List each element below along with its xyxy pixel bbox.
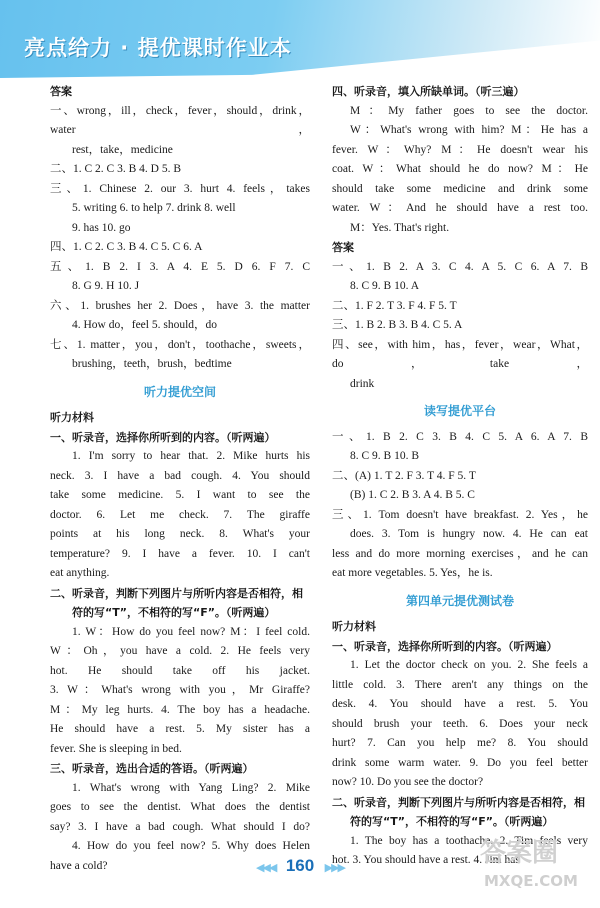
answer-line: 五、1. B 2. I 3. A 4. E 5. D 6. F 7. C <box>50 260 310 273</box>
answer-line: 二、1. C 2. C 3. B 4. D 5. B <box>50 163 181 175</box>
answer-line: 9. has 10. go <box>72 221 131 234</box>
script-line: M：My father goes to see the doctor. <box>350 104 588 117</box>
answer-line: 8. C 9. B 10. B <box>350 450 420 462</box>
answer-line: 三、1. Tom doesn't have breakfast. 2. Yes，he <box>332 508 588 521</box>
script-line: neck. 3. I have a bad cough. 4. You should <box>50 469 310 482</box>
watermark-logo <box>474 832 586 892</box>
answer-line: 二、(A) 1. T 2. F 3. T 4. F 5. T <box>332 469 476 482</box>
answer-line: less and do more morning exercises，and he can <box>332 547 588 560</box>
answer-line: 一、1. B 2. C 3. B 4. C 5. A 6. A 7. B <box>332 430 588 443</box>
script-line: temperature? 9. I have a fever. 10. I can't <box>50 547 310 560</box>
left-column <box>50 82 310 876</box>
script-line: doctor. 6. Let me check. 7. The giraffe <box>50 508 310 521</box>
script-line: should brush your teeth. 6. Does your neck <box>332 717 588 730</box>
script-line: goes to see the dentist. What does the dentist <box>50 801 310 813</box>
answer-line: 8. C 9. B 10. A <box>350 280 420 292</box>
question-heading: 四、听录音，填入所缺单词。（听三遍） <box>332 85 525 98</box>
listening-material-label: 听力材料 <box>50 411 94 424</box>
right-column <box>332 82 588 871</box>
answer-line: 四、see，with him，has，fever，wear，What，do，take， <box>332 338 588 370</box>
script-line: little cold. 3. There aren't any things on the <box>332 678 588 691</box>
script-line: now? 10. Do you see the doctor? <box>332 776 484 788</box>
answers-label: 答案 <box>332 241 354 254</box>
script-line: 1. Let the doctor check on you. 2. She feels a <box>350 659 588 671</box>
script-line: W：Oh，you have a cold. 2. He feels very <box>50 645 310 657</box>
question-heading: 三、听录音，选出合适的答语。（听两遍） <box>50 762 254 775</box>
script-line: water. W：And he should have a rest too. <box>332 202 588 214</box>
answer-line: 4. How do，feel 5. should，do <box>72 319 218 331</box>
script-line: fever. W：Why? M：He doesn't wear his <box>332 143 588 156</box>
question-heading: 一、听录音，选择你所听到的内容。（听两遍） <box>50 430 276 444</box>
answer-line: 二、1. F 2. T 3. F 4. F 5. T <box>332 299 457 312</box>
question-heading: 符的写“T”，不相符的写“F”。（听两遍） <box>72 606 276 619</box>
script-line: 1. I'm sorry to hear that. 2. Mike hurts his <box>72 450 310 462</box>
section-title-unit-test: 第四单元提优测试卷 <box>405 593 514 608</box>
script-line: 1. What's wrong with Yang Ling? 2. Mike <box>72 781 310 794</box>
header-title: 亮点给力 · 提优课时作业本 <box>24 36 292 60</box>
script-line: hurt? 7. Can you help me? 8. You should <box>332 737 588 749</box>
script-line: 3. W：What's wrong with you，Mr Giraffe? <box>50 684 310 696</box>
script-line: 4. How do you feel now? 5. Why does Helen <box>72 840 310 852</box>
section-title-listening: 听力提优空间 <box>143 384 216 399</box>
script-line: desk. 4. You should have a rest. 5. You <box>332 698 588 710</box>
script-line: M：My leg hurts. 4. The boy has a headache. <box>50 703 310 716</box>
script-line: have a cold? <box>50 859 108 872</box>
question-heading: 二、听录音，判断下列图片与所听内容是否相符，相 <box>50 586 303 600</box>
watermark-line2: MXQE.COM <box>484 872 578 890</box>
script-line: 1. The boy has a toothache. 2. Tim feels very <box>350 834 588 847</box>
answer-line: 四、1. C 2. C 3. B 4. C 5. C 6. A <box>50 241 203 253</box>
left-arrows-icon: ◀◀◀ <box>255 862 276 874</box>
script-line: hot. He should take off his jacket. <box>50 664 310 677</box>
answer-line: brushing，teeth，brush，bedtime <box>72 358 232 370</box>
question-heading: 一、听录音，选择你所听到的内容。（听两遍） <box>332 639 558 653</box>
question-heading: 符的写“T”，不相符的写“F”。（听两遍） <box>350 815 554 828</box>
answer-line: 8. G 9. H 10. J <box>72 280 140 292</box>
right-arrows-icon: ▶▶▶ <box>324 862 345 874</box>
listening-material-label: 听力材料 <box>332 620 376 633</box>
answer-line: 三、1. Chinese 2. our 3. hurt 4. feels，takes <box>50 182 310 195</box>
script-line: eat anything. <box>50 567 110 579</box>
script-line: M：Yes. That's right. <box>350 221 450 234</box>
answer-line: (B) 1. C 2. B 3. A 4. B 5. C <box>350 489 475 501</box>
question-heading: 二、听录音，判断下列图片与所听内容是否相符，相 <box>332 795 585 809</box>
script-line: hot. 3. You should have a rest. 4. Jim has <box>332 854 520 866</box>
answer-line: 六、1. brushes her 2. Does，have 3. the matter <box>50 299 310 312</box>
watermark-line1: 答案圈 <box>480 838 559 868</box>
section-title-reading-writing: 读写提优平台 <box>423 404 496 418</box>
script-line: W：What's wrong with him? M：He has a <box>350 124 588 136</box>
script-line: 1. W：How do you feel now? M：I feel cold. <box>72 625 310 638</box>
answer-line: 一、wrong，ill，check，fever，should，drink，water， <box>50 104 310 136</box>
answer-line: 5. writing 6. to help 7. drink 8. well <box>72 202 236 214</box>
script-line: points at his long neck. 8. What's your <box>50 528 310 540</box>
script-line: should take some medicine and drink some <box>332 182 588 195</box>
answer-line: 三、1. B 2. B 3. B 4. C 5. A <box>332 319 463 331</box>
answers-label: 答案 <box>50 85 72 98</box>
answer-line: 一、1. B 2. A 3. C 4. A 5. C 6. A 7. B <box>332 260 588 273</box>
script-line: He should have a rest. 5. My sister has a <box>50 723 310 735</box>
script-line: take some medicine. 5. I want to see the <box>50 489 310 501</box>
script-line: drink some warm water. 9. Do you feel better <box>332 756 588 769</box>
script-line: coat. W：What should he do now? M：He <box>332 163 588 175</box>
answer-line: drink <box>350 377 375 390</box>
answer-line: 七、1. matter，you，don't，toothache，sweets， <box>50 338 310 351</box>
page-number: 160 <box>285 856 315 875</box>
answer-line: rest，take，medicine <box>72 143 173 156</box>
script-line: say? 3. I have a bad cough. What should I do? <box>50 820 310 833</box>
answer-line: eat more vegetables. 5. Yes，he is. <box>332 567 493 579</box>
answer-line: does. 3. Tom is hungry now. 4. He can eat <box>350 528 588 540</box>
script-line: fever. She is sleeping in bed. <box>50 742 182 755</box>
